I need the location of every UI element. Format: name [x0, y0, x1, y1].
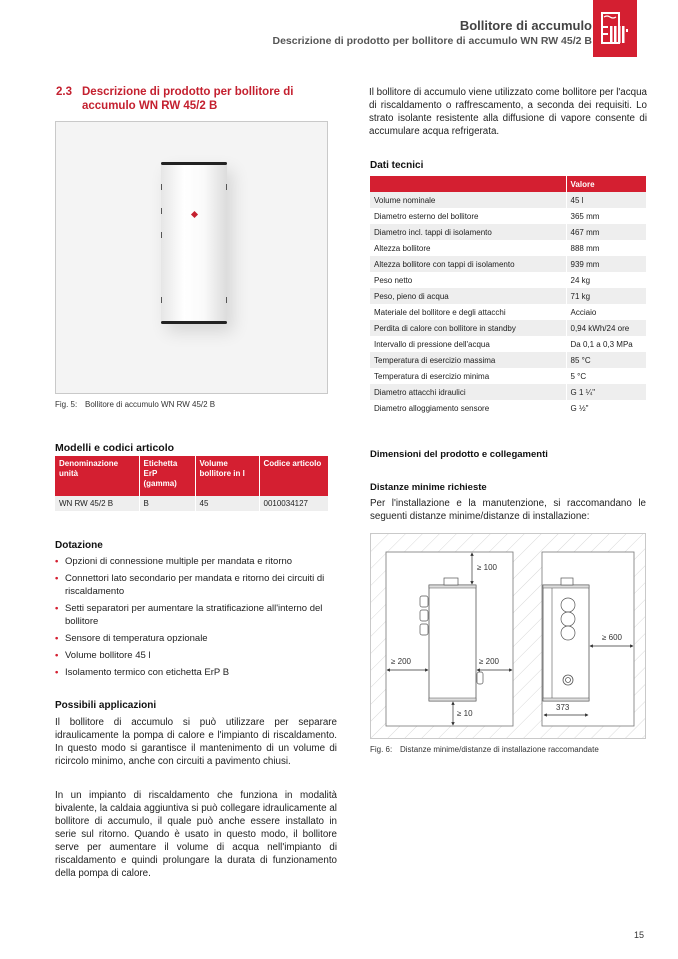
models-heading: Modelli e codici articolo [55, 442, 175, 454]
table-row: Temperatura di esercizio massima 85 °C [370, 352, 646, 368]
table-row: Peso, pieno di acqua 71 kg [370, 288, 646, 304]
equipment-heading: Dotazione [55, 540, 103, 551]
table-row: Altezza bollitore con tappi di isolamento 939 mm [370, 256, 646, 272]
list-item: • Connettori lato secondario per mandata e ritorno dei circuiti di riscaldamento [55, 572, 345, 598]
table-row: Diametro alloggiamento sensore G ½" [370, 400, 646, 416]
table-row: Altezza bollitore 888 mm [370, 240, 646, 256]
min-distances-heading: Distanze minime richieste [370, 482, 487, 493]
dim-bottom-label: ≥ 10 [457, 709, 473, 718]
red-indicator-icon [191, 211, 198, 218]
table-row: Peso netto 24 kg [370, 272, 646, 288]
product-photo [55, 121, 328, 394]
list-item: • Setti separatori per aumentare la stratificazione all'interno del bollitore [55, 602, 345, 628]
running-header [272, 18, 592, 48]
min-distances-text: Per l'installazione e la manutenzione, si raccomandano le seguenti distanze minime/distanze di installazione: [370, 498, 646, 522]
header-title: Bollitore di accumulo [459, 18, 592, 33]
applications-heading: Possibili applicazioni [55, 700, 157, 711]
list-item: • Isolamento termico con etichetta ErP B [55, 666, 345, 679]
tank-illustration [161, 162, 227, 324]
page-number: 15 [634, 930, 645, 940]
intro-paragraph: Il bollitore di accumulo viene utilizzato come bollitore per l'acqua di riscaldamento o raffrescamento, a seconda dei requisiti. Lo strato isolante resistente alla diffusione di vapore consente di accumulare acqua refrigerata. [369, 87, 647, 137]
column-header: Codice articolo [259, 456, 328, 496]
dim-side-label: ≥ 600 [602, 633, 622, 642]
tank-radiator-icon [601, 12, 629, 44]
table-cell: 45 [195, 496, 259, 511]
chapter-logo [593, 0, 637, 57]
table-header-row [55, 456, 328, 496]
section-title-text: Descrizione di prodotto per bollitore di accumulo WN RW 45/2 B [82, 86, 294, 112]
diagram-drawing [371, 534, 645, 738]
dim-top-label: ≥ 100 [477, 563, 497, 572]
column-header-value: Valore [566, 176, 646, 192]
column-header: Volume bollitore in l [195, 456, 259, 496]
table-cell: 0010034127 [259, 496, 328, 511]
table-row: Diametro attacchi idraulici G 1 ¼" [370, 384, 646, 400]
table-cell: WN RW 45/2 B [55, 496, 139, 511]
models-table [55, 456, 328, 511]
applications-paragraph-1: Il bollitore di accumulo si può utilizzare per separare idraulicamente la pompa di calore e l'impianto di riscaldamento. In questo modo si garantisce il mantenimento di un volume di ricircolo minimo, anche con circuiti a pavimento chiusi. [55, 717, 337, 767]
table-row: Perdita di calore con bollitore in standby 0,94 kWh/24 ore [370, 320, 646, 336]
table-row: Materiale del bollitore e degli attacchi Acciaio [370, 304, 646, 320]
dim-right-label: ≥ 200 [479, 657, 499, 666]
table-row: Diametro incl. tappi di isolamento 467 mm [370, 224, 646, 240]
section-number: 2.3 [56, 86, 72, 98]
table-row: Volume nominale 45 l [370, 192, 646, 208]
installation-distances-diagram [370, 533, 646, 739]
equipment-list [55, 555, 345, 683]
dim-width-label: 373 [556, 703, 570, 712]
table-row: Temperatura di esercizio minima 5 °C [370, 368, 646, 384]
figure-5-caption: Fig. 5: Bollitore di accumulo WN RW 45/2 B [55, 400, 216, 409]
table-cell: B [139, 496, 195, 511]
column-header: Denominazione unità [55, 456, 139, 496]
list-item: • Sensore di temperatura opzionale [55, 632, 345, 645]
column-header-parameter [370, 176, 566, 192]
column-header: Etichetta ErP (gamma) [139, 456, 195, 496]
table-header-row [370, 176, 646, 192]
dim-left-label: ≥ 200 [391, 657, 411, 666]
table-row [55, 496, 328, 511]
section-title [56, 85, 346, 113]
list-item: • Opzioni di connessione multiple per mandata e ritorno [55, 555, 345, 568]
figure-6-caption: Fig. 6: Distanze minime/distanze di installazione raccomandate [370, 745, 599, 754]
list-item: • Volume bollitore 45 l [55, 649, 345, 662]
applications-paragraph-2: In un impianto di riscaldamento che funziona in modalità bivalente, la caldaia aggiuntiva si può collegare idraulicamente al bollitore di accumulo, il quale può anche essere installato in serie sul ritorno. Quando è usato in questo modo, il bollitore serve per aumentare il volume di acqua nell'impianto di riscaldamento e quindi prolungare la durata di funzionamento della pompa di calore. [55, 790, 337, 879]
table-row: Diametro esterno del bollitore 365 mm [370, 208, 646, 224]
header-subtitle: Descrizione di prodotto per bollitore di accumulo WN RW 45/2 B [272, 35, 592, 47]
tech-data-table [370, 176, 646, 416]
tech-data-heading: Dati tecnici [370, 160, 424, 171]
dimensions-heading: Dimensioni del prodotto e collegamenti [370, 449, 548, 460]
table-row: Intervallo di pressione dell'acqua Da 0,1 a 0,3 MPa [370, 336, 646, 352]
